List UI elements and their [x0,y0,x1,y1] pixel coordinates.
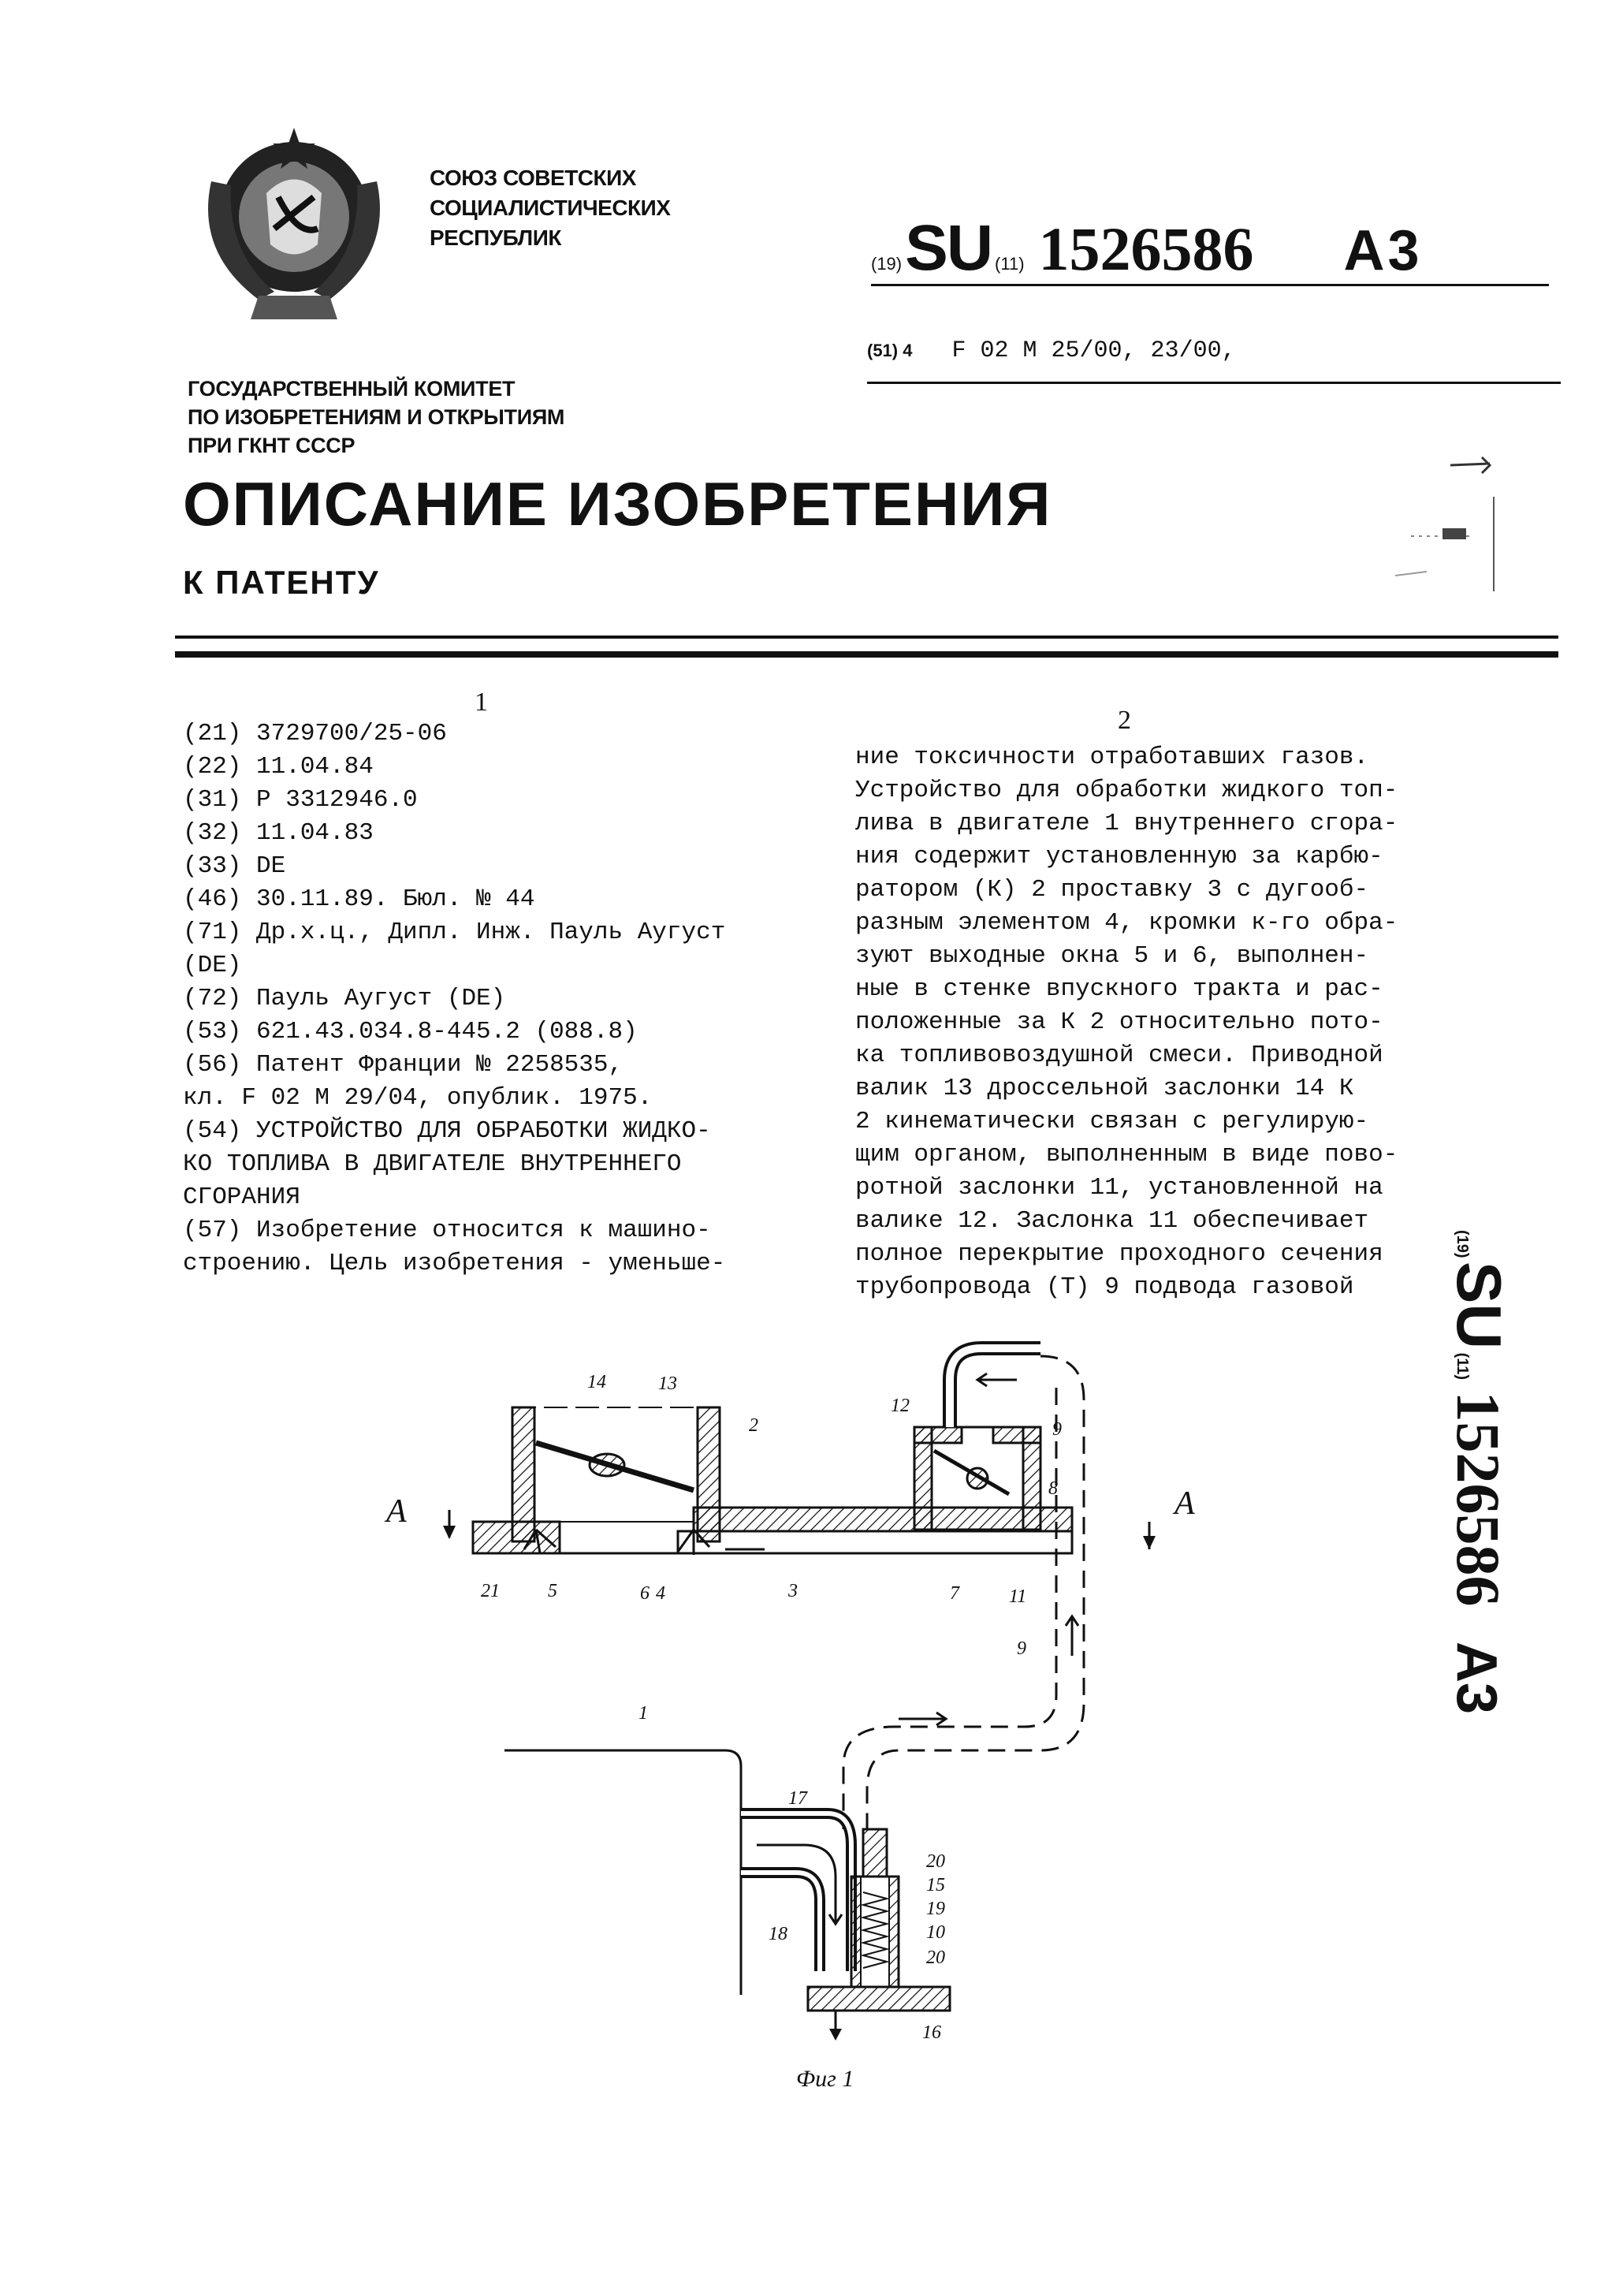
engine-outline [504,1750,741,1995]
publication-number [871,211,1549,286]
abstract-line: разным элементом 4, кромки к-го обра- [855,909,1398,937]
document-subtitle: К ПАТЕНТУ [183,564,380,601]
biblio-line: строению. Цель изобретения - уменьше- [183,1250,726,1277]
union-line-1: СОЮЗ СОВЕТСКИХ [430,166,636,190]
code-11: (11) [995,254,1025,274]
figure-label: 15 [926,1875,945,1895]
biblio-line: КО ТОПЛИВА В ДВИГАТЕЛЕ ВНУТРЕННЕГО [183,1150,682,1178]
biblio-line: (32) 11.04.83 [183,819,374,847]
gas-pipe-top [950,1348,1040,1427]
kind-code: A3 [1343,219,1423,282]
biblio-line: (53) 621.43.034.8-445.2 (088.8) [183,1018,638,1046]
biblio-line: (DE) [183,952,242,979]
side-code-text [1442,1230,1515,1714]
header-rule-thin [175,636,1558,639]
abstract-line: лива в двигателе 1 внутреннего сгора- [855,810,1398,837]
ussr-emblem [180,118,408,331]
biblio-line: (21) 3729700/25-06 [183,720,447,747]
ipc-value: F 02 M 25/00, 23/00, [951,337,1236,364]
figure-1-drawing [347,1325,1245,2113]
patent-number: 1526586 [1038,214,1254,283]
figure-label: 20 [926,1948,945,1968]
biblio-line: (71) Др.х.ц., Дипл. Инж. Пауль Аугуст [183,919,726,946]
abstract-line: 2 кинематически связан с регулирую- [855,1108,1369,1135]
country-code: SU [905,212,992,284]
abstract-line: валике 12. Заслонка 11 обеспечивает [855,1207,1369,1235]
section-label-right: A [1174,1485,1195,1522]
column-number-left: 1 [475,688,488,717]
abstract-line: ние токсичности отработавших газов. [855,744,1369,771]
side-number: 1526586 [1444,1391,1513,1607]
header-rule-thick [175,651,1558,658]
abstract-line: ратором (К) 2 проставку 3 с дугооб- [855,876,1369,904]
document-title: ОПИСАНИЕ ИЗОБРЕТЕНИЯ [183,469,1052,539]
figure-label: 3 [788,1581,798,1601]
biblio-line: (22) 11.04.84 [183,753,374,781]
biblio-line: (33) DE [183,852,286,880]
bibliographic-data [183,718,806,1280]
ipc-classification [867,337,1561,384]
biblio-line: СГОРАНИЯ [183,1183,300,1211]
ipc-label: (51) 4 [867,341,913,360]
figure-label: 19 [926,1899,945,1919]
biblio-line: (56) Патент Франции № 2258535, [183,1051,624,1079]
figure-label: 5 [548,1581,557,1601]
abstract-line: ка топливовоздушной смеси. Приводной [855,1042,1383,1069]
figure-label: 16 [922,2022,941,2043]
abstract-column [855,741,1490,1304]
biblio-line: (72) Пауль Аугуст (DE) [183,985,506,1012]
figure-label: 18 [769,1924,787,1944]
side-country: SU [1444,1262,1514,1350]
figure-caption: Фиг 1 [796,2066,854,2092]
abstract-line: ротной заслонки 11, установленной на [855,1174,1383,1202]
library-stamp-mark [1356,449,1498,607]
figure-label: 6 [640,1583,650,1604]
side-publication-code [1444,1230,1554,2034]
figure-label: 2 [749,1415,758,1436]
biblio-line: кл. F 02 M 29/04, опублик. 1975. [183,1084,653,1112]
side-code-11: (11) [1454,1352,1471,1381]
figure-label: 8 [1048,1478,1058,1499]
union-line-3: РЕСПУБЛИК [430,226,561,250]
column-number-right: 2 [1118,706,1131,735]
biblio-line: (54) УСТРОЙСТВО ДЛЯ ОБРАБОТКИ ЖИДКО- [183,1117,711,1145]
biblio-line: (31) P 3312946.0 [183,786,418,814]
section-label-left: A [386,1493,407,1530]
exhaust-pipes [741,1813,851,1971]
abstract-line: Устройство для обработки жидкого топ- [855,777,1398,804]
figure-label: 10 [926,1922,945,1943]
abstract-line: полное перекрытие проходного сечения [855,1240,1383,1268]
abstract-line: щим органом, выполненным в виде пово- [855,1141,1398,1168]
abstract-line: положенные за К 2 относительно пото- [855,1008,1383,1036]
figure-label: 13 [658,1374,677,1394]
biblio-line: (57) Изобретение относится к машино- [183,1217,711,1244]
figure-label: 11 [1009,1586,1027,1607]
figure-label: 12 [891,1396,910,1416]
biblio-line: (46) 30.11.89. Бюл. № 44 [183,885,535,913]
figure-label: 4 [656,1583,665,1604]
figure-labels [384,1372,1195,2043]
figure-label: 9 [1052,1419,1062,1440]
side-code-19: (19) [1454,1230,1471,1258]
abstract-line: трубопровода (Т) 9 подвода газовой [855,1273,1354,1301]
union-line-2: СОЦИАЛИСТИЧЕСКИХ [430,196,671,220]
code-19: (19) [871,254,903,274]
figure-label: 17 [788,1788,807,1809]
abstract-line: ния содержит установленную за карбю- [855,843,1383,870]
committee-line-2: ПО ИЗОБРЕТЕНИЯМ И ОТКРЫТИЯМ [188,405,565,429]
figure-label: 9 [1017,1638,1026,1659]
throttle-valve [536,1443,694,1490]
figure-label: 1 [638,1703,648,1724]
committee-line-3: ПРИ ГКНТ СССР [188,434,355,457]
abstract-line: валик 13 дроссельной заслонки 14 К [855,1075,1354,1102]
figure-label: 21 [481,1581,500,1601]
side-kind: A3 [1445,1642,1508,1715]
figure-label: 14 [587,1372,606,1392]
abstract-line: зуют выходные окна 5 и 6, выполнен- [855,942,1369,970]
committee-line-1: ГОСУДАРСТВЕННЫЙ КОМИТЕТ [188,377,516,401]
figure-label: 7 [950,1583,959,1604]
abstract-line: ные в стенке впускного тракта и рас- [855,975,1383,1003]
figure-label: 20 [926,1851,945,1872]
